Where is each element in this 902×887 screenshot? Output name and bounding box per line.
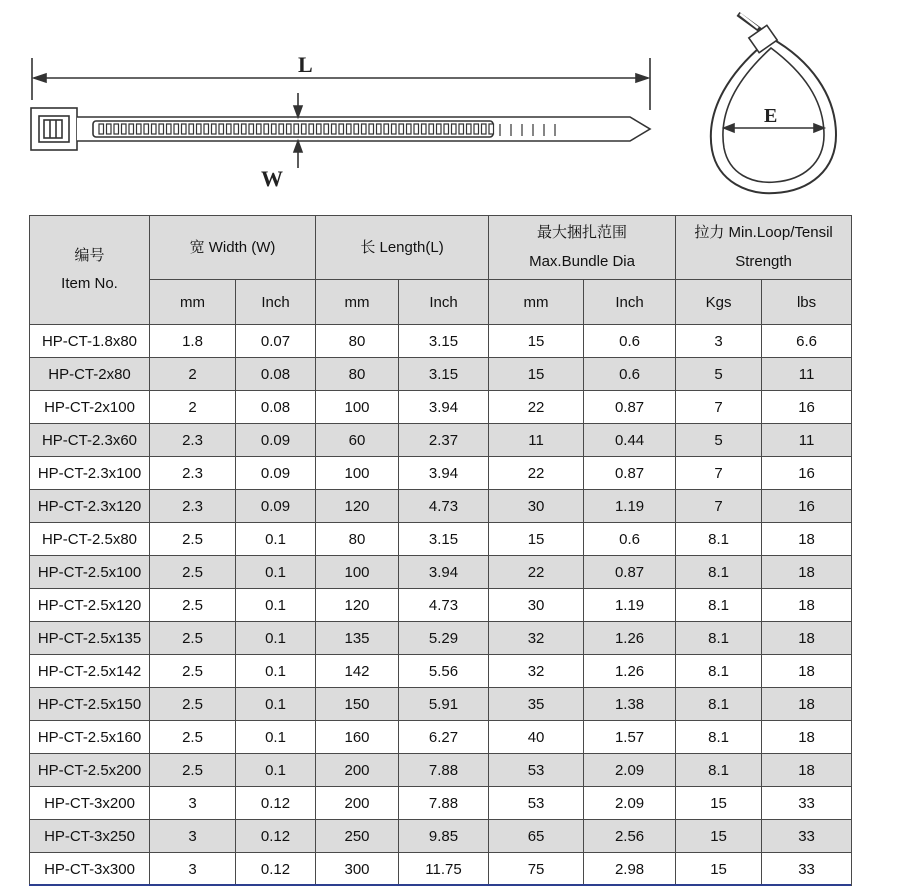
value-cell: 18	[762, 523, 852, 556]
table-row	[30, 424, 852, 457]
value-cell: 0.6	[584, 358, 676, 391]
value-cell: 0.08	[236, 358, 316, 391]
value-cell: 6.27	[399, 721, 489, 754]
loop-label: E	[764, 105, 778, 127]
item-no-cell: HP-CT-2.5x142	[30, 655, 150, 688]
item-header-en: Item No.	[61, 275, 118, 292]
value-cell: 2.5	[150, 655, 236, 688]
value-cell: 8.1	[676, 556, 762, 589]
value-cell: 5	[676, 424, 762, 457]
value-cell: 142	[316, 655, 399, 688]
value-cell: 120	[316, 589, 399, 622]
item-no-cell: HP-CT-2.5x160	[30, 721, 150, 754]
value-cell: 200	[316, 787, 399, 820]
value-cell: 18	[762, 688, 852, 721]
table-row	[30, 688, 852, 721]
value-cell: 2.09	[584, 787, 676, 820]
item-no-cell: HP-CT-2.3x60	[30, 424, 150, 457]
value-cell: 8.1	[676, 754, 762, 787]
unit-header: Inch	[399, 280, 489, 325]
table-row	[30, 655, 852, 688]
value-cell: 0.09	[236, 424, 316, 457]
value-cell: 0.6	[584, 325, 676, 358]
value-cell: 100	[316, 457, 399, 490]
value-cell: 2.37	[399, 424, 489, 457]
value-cell: 100	[316, 556, 399, 589]
item-header-cn: 编号	[74, 246, 105, 264]
value-cell: 3.94	[399, 556, 489, 589]
table-row	[30, 391, 852, 424]
value-cell: 0.1	[236, 523, 316, 556]
item-no-cell: HP-CT-2x80	[30, 358, 150, 391]
value-cell: 15	[489, 325, 584, 358]
value-cell: 0.09	[236, 490, 316, 523]
bundle-header	[489, 216, 676, 280]
table-row	[30, 853, 852, 886]
value-cell: 11	[762, 424, 852, 457]
value-cell: 30	[489, 490, 584, 523]
table-row	[30, 820, 852, 853]
value-cell: 2.5	[150, 688, 236, 721]
value-cell: 3.15	[399, 325, 489, 358]
item-no-cell: HP-CT-2.5x150	[30, 688, 150, 721]
value-cell: 0.1	[236, 622, 316, 655]
table-row	[30, 721, 852, 754]
value-cell: 0.09	[236, 457, 316, 490]
value-cell: 0.12	[236, 820, 316, 853]
table-row	[30, 787, 852, 820]
value-cell: 100	[316, 391, 399, 424]
length-header: 长 Length(L)	[316, 216, 489, 280]
value-cell: 2.3	[150, 490, 236, 523]
value-cell: 53	[489, 787, 584, 820]
item-no-cell: HP-CT-3x300	[30, 853, 150, 886]
item-no-cell: HP-CT-2.5x200	[30, 754, 150, 787]
unit-header: mm	[489, 280, 584, 325]
unit-header: lbs	[762, 280, 852, 325]
value-cell: 2	[150, 358, 236, 391]
value-cell: 18	[762, 655, 852, 688]
strength-header-cn: 拉力 Min.Loop/Tensil	[694, 224, 833, 241]
value-cell: 15	[489, 523, 584, 556]
value-cell: 2.5	[150, 754, 236, 787]
value-cell: 3.94	[399, 391, 489, 424]
value-cell: 18	[762, 589, 852, 622]
table-row	[30, 523, 852, 556]
value-cell: 3.15	[399, 358, 489, 391]
table-row	[30, 754, 852, 787]
value-cell: 15	[676, 853, 762, 886]
value-cell: 1.57	[584, 721, 676, 754]
value-cell: 3.15	[399, 523, 489, 556]
value-cell: 7.88	[399, 754, 489, 787]
value-cell: 5	[676, 358, 762, 391]
value-cell: 300	[316, 853, 399, 886]
length-label: L	[298, 52, 313, 77]
value-cell: 0.1	[236, 721, 316, 754]
unit-header: mm	[316, 280, 399, 325]
value-cell: 53	[489, 754, 584, 787]
spec-table	[29, 215, 852, 886]
spec-table-body	[30, 325, 852, 886]
value-cell: 33	[762, 820, 852, 853]
cable-tie-diagram	[0, 0, 902, 210]
value-cell: 3	[150, 820, 236, 853]
value-cell: 0.87	[584, 556, 676, 589]
value-cell: 0.1	[236, 556, 316, 589]
value-cell: 8.1	[676, 622, 762, 655]
width-header: 宽 Width (W)	[150, 216, 316, 280]
value-cell: 22	[489, 556, 584, 589]
item-no-cell: HP-CT-2x100	[30, 391, 150, 424]
bundle-header-en: Max.Bundle Dia	[529, 252, 635, 270]
value-cell: 1.19	[584, 490, 676, 523]
value-cell: 11	[489, 424, 584, 457]
value-cell: 7	[676, 391, 762, 424]
value-cell: 7.88	[399, 787, 489, 820]
value-cell: 1.26	[584, 655, 676, 688]
value-cell: 0.87	[584, 391, 676, 424]
item-no-cell: HP-CT-2.5x135	[30, 622, 150, 655]
value-cell: 0.1	[236, 754, 316, 787]
value-cell: 32	[489, 622, 584, 655]
value-cell: 16	[762, 457, 852, 490]
value-cell: 22	[489, 457, 584, 490]
value-cell: 5.56	[399, 655, 489, 688]
value-cell: 33	[762, 853, 852, 886]
strength-header-en: Strength	[735, 252, 792, 270]
value-cell: 16	[762, 490, 852, 523]
table-row	[30, 589, 852, 622]
value-cell: 250	[316, 820, 399, 853]
unit-header: mm	[150, 280, 236, 325]
value-cell: 15	[676, 820, 762, 853]
value-cell: 7	[676, 490, 762, 523]
item-no-cell: HP-CT-2.3x100	[30, 457, 150, 490]
table-row	[30, 556, 852, 589]
value-cell: 2.98	[584, 853, 676, 886]
value-cell: 80	[316, 325, 399, 358]
bottom-rule	[29, 884, 851, 886]
value-cell: 30	[489, 589, 584, 622]
strength-header	[676, 216, 852, 280]
value-cell: 0.1	[236, 655, 316, 688]
table-row	[30, 457, 852, 490]
value-cell: 11.75	[399, 853, 489, 886]
value-cell: 2.5	[150, 523, 236, 556]
value-cell: 7	[676, 457, 762, 490]
value-cell: 3	[150, 853, 236, 886]
value-cell: 15	[489, 358, 584, 391]
value-cell: 0.12	[236, 787, 316, 820]
value-cell: 135	[316, 622, 399, 655]
value-cell: 16	[762, 391, 852, 424]
width-label: W	[261, 166, 283, 191]
value-cell: 6.6	[762, 325, 852, 358]
value-cell: 8.1	[676, 721, 762, 754]
table-row	[30, 358, 852, 391]
value-cell: 2.3	[150, 457, 236, 490]
value-cell: 1.26	[584, 622, 676, 655]
value-cell: 40	[489, 721, 584, 754]
value-cell: 35	[489, 688, 584, 721]
value-cell: 1.19	[584, 589, 676, 622]
value-cell: 120	[316, 490, 399, 523]
item-no-cell: HP-CT-3x200	[30, 787, 150, 820]
value-cell: 18	[762, 721, 852, 754]
value-cell: 0.07	[236, 325, 316, 358]
value-cell: 8.1	[676, 589, 762, 622]
item-no-cell: HP-CT-2.5x100	[30, 556, 150, 589]
length-dimension	[32, 58, 650, 110]
value-cell: 0.08	[236, 391, 316, 424]
unit-header: Inch	[236, 280, 316, 325]
value-cell: 5.91	[399, 688, 489, 721]
value-cell: 0.1	[236, 589, 316, 622]
value-cell: 18	[762, 754, 852, 787]
value-cell: 22	[489, 391, 584, 424]
value-cell: 2.09	[584, 754, 676, 787]
value-cell: 15	[676, 787, 762, 820]
table-row	[30, 490, 852, 523]
table-row	[30, 622, 852, 655]
value-cell: 2.3	[150, 424, 236, 457]
value-cell: 160	[316, 721, 399, 754]
value-cell: 3	[676, 325, 762, 358]
item-no-cell: HP-CT-1.8x80	[30, 325, 150, 358]
value-cell: 200	[316, 754, 399, 787]
item-header	[30, 216, 150, 325]
unit-header: Inch	[584, 280, 676, 325]
value-cell: 0.44	[584, 424, 676, 457]
value-cell: 11	[762, 358, 852, 391]
value-cell: 4.73	[399, 490, 489, 523]
value-cell: 150	[316, 688, 399, 721]
table-row	[30, 325, 852, 358]
value-cell: 0.87	[584, 457, 676, 490]
value-cell: 2	[150, 391, 236, 424]
value-cell: 3.94	[399, 457, 489, 490]
value-cell: 0.12	[236, 853, 316, 886]
value-cell: 0.1	[236, 688, 316, 721]
value-cell: 4.73	[399, 589, 489, 622]
value-cell: 3	[150, 787, 236, 820]
value-cell: 1.38	[584, 688, 676, 721]
value-cell: 60	[316, 424, 399, 457]
unit-header: Kgs	[676, 280, 762, 325]
item-no-cell: HP-CT-3x250	[30, 820, 150, 853]
value-cell: 32	[489, 655, 584, 688]
value-cell: 80	[316, 358, 399, 391]
value-cell: 1.8	[150, 325, 236, 358]
value-cell: 65	[489, 820, 584, 853]
value-cell: 80	[316, 523, 399, 556]
value-cell: 2.5	[150, 622, 236, 655]
value-cell: 8.1	[676, 523, 762, 556]
value-cell: 8.1	[676, 688, 762, 721]
value-cell: 75	[489, 853, 584, 886]
value-cell: 2.5	[150, 556, 236, 589]
value-cell: 0.6	[584, 523, 676, 556]
value-cell: 2.5	[150, 589, 236, 622]
value-cell: 2.56	[584, 820, 676, 853]
item-no-cell: HP-CT-2.3x120	[30, 490, 150, 523]
item-no-cell: HP-CT-2.5x80	[30, 523, 150, 556]
value-cell: 8.1	[676, 655, 762, 688]
bundle-header-cn: 最大捆扎范围	[537, 224, 628, 241]
value-cell: 9.85	[399, 820, 489, 853]
item-no-cell: HP-CT-2.5x120	[30, 589, 150, 622]
value-cell: 33	[762, 787, 852, 820]
value-cell: 18	[762, 556, 852, 589]
value-cell: 18	[762, 622, 852, 655]
value-cell: 2.5	[150, 721, 236, 754]
value-cell: 5.29	[399, 622, 489, 655]
